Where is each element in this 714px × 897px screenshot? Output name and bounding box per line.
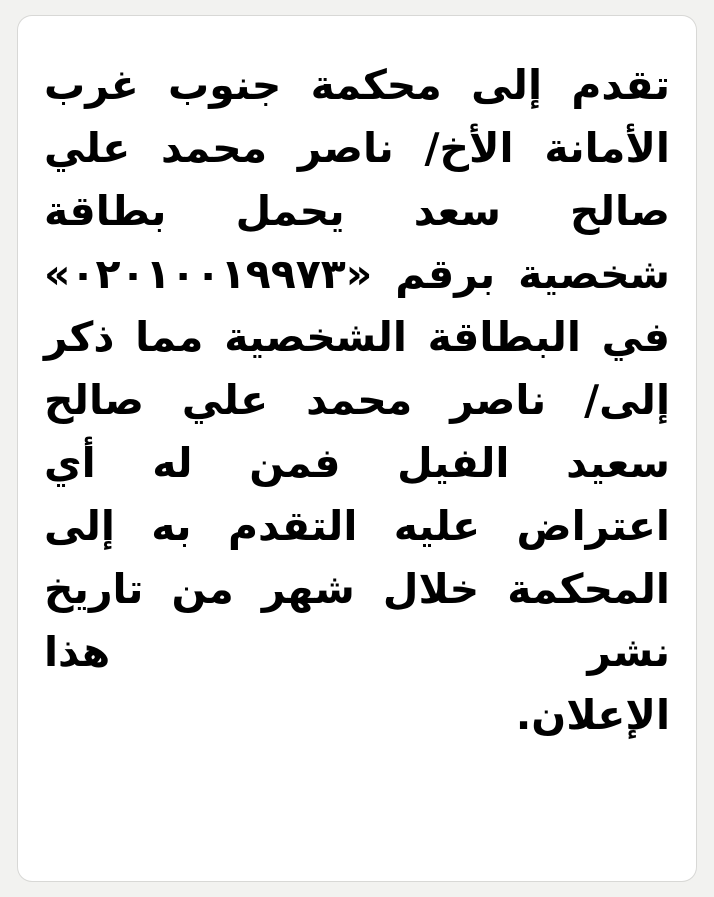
notice-block xyxy=(18,54,696,861)
notice-body-text xyxy=(44,54,670,747)
notice-paragraph: تقدم إلى محكمة جنوب غرب الأمانة الأخ/ ناصر محمد علي صالح سعد يحمل بطاقة شخصية برقم «٠٢٠١٠٠١٩٩٧٣» في البطاقة الشخصية مما ذكر إلى/ ناصر محمد علي صالح سعيد الفيل فمن له أي اعتراض عليه التقدم به إلى المحكمة خلال شهر من تاريخ نشر هذا xyxy=(44,61,670,676)
notice-last-line: الإعلان. xyxy=(515,691,670,739)
page-margin-top xyxy=(0,0,714,16)
page-margin-right xyxy=(696,0,714,897)
page-margin-left xyxy=(0,0,18,897)
page-margin-bottom xyxy=(0,881,714,897)
notice-frame xyxy=(18,16,696,881)
